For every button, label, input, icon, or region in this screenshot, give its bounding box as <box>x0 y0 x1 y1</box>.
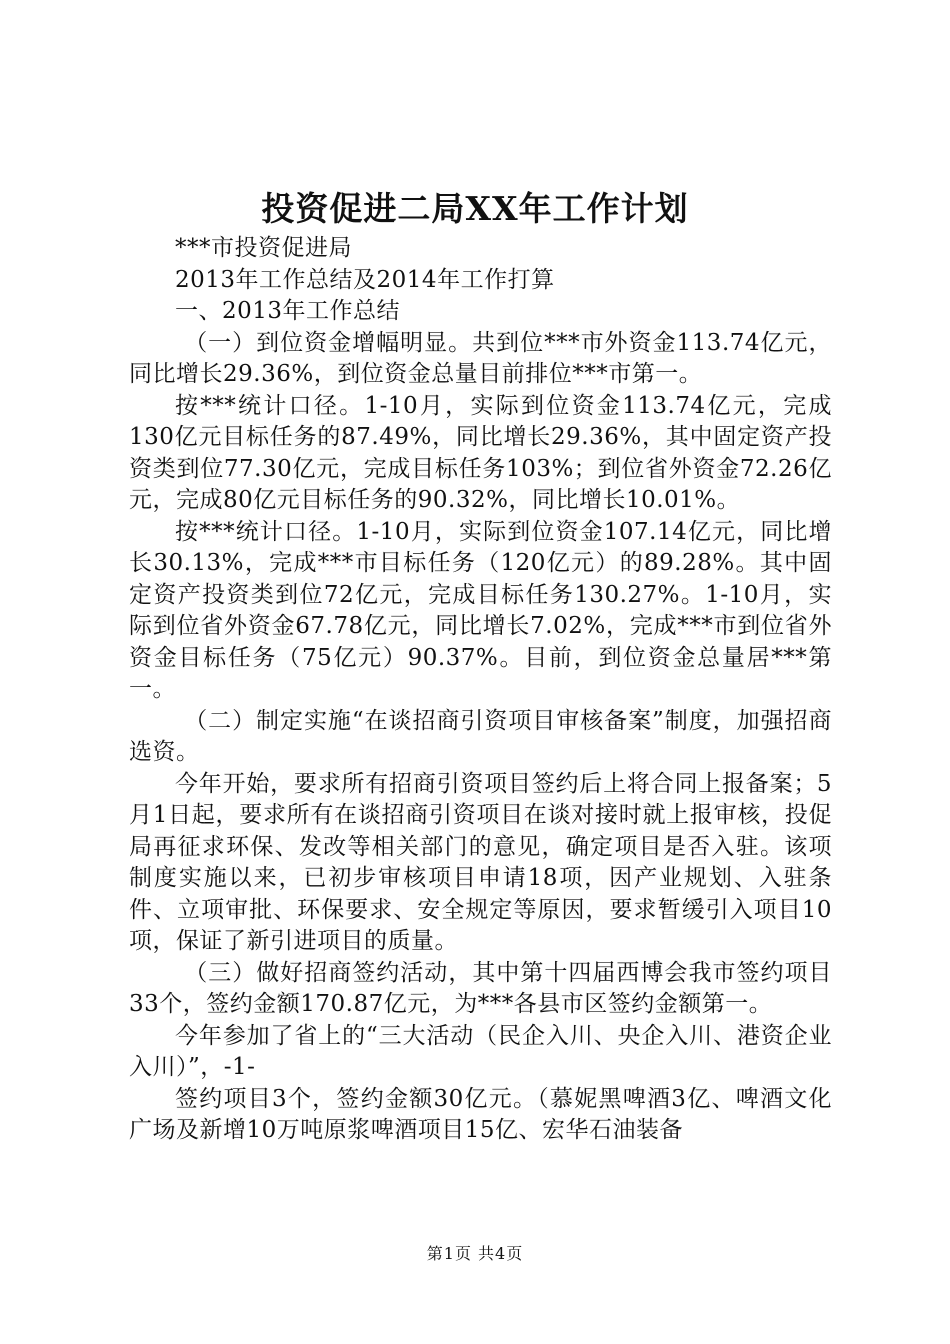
paragraph-activities: 今年参加了省上的“三大活动（民企入川、央企入川、港资企业入川）”，-1- <box>129 1022 832 1080</box>
paragraph-signed-projects: 签约项目3个，签约金额30亿元。（慕妮黑啤酒3亿、啤酒文化广场及新增10万吨原浆啤酒项目15亿、宏华石油装备 <box>129 1085 832 1143</box>
page-footer: 第1页 共4页 <box>426 1244 524 1263</box>
paragraph-subtitle: 2013年工作总结及2014年工作打算 <box>175 266 555 293</box>
paragraph-item-3: （三）做好招商签约活动，其中第十四届西博会我市签约项目33个，签约金额170.87亿元，为***各县市区签约金额第一。 <box>129 959 832 1017</box>
paragraph-review-system: 今年开始，要求所有招商引资项目签约后上将合同上报备案；5月1日起，要求所有在谈招商引资项目在谈对接时就上报审核，投促局再征求环保、发改等相关部门的意见，确定项目是否入驻。该项制度实施以来，已初步审核项目申请18项，因产业规划、入驻条件、立项审批、环保要求、安全规定等原因，要求暂缓引入项目10项，保证了新引进项目的质量。 <box>129 770 832 954</box>
section-heading-summary: 一、2013年工作总结 <box>175 298 401 324</box>
paragraph-org: ***市投资促进局 <box>175 235 352 261</box>
document-title: 投资促进二局XX年工作计划 <box>261 189 689 228</box>
paragraph-item-1: （一）到位资金增幅明显。共到位***市外资金113.74亿元，同比增长29.36%，到位资金总量目前排位***市第一。 <box>129 329 832 387</box>
paragraph-item-2: （二）制定实施“在谈招商引资项目审核备案”制度，加强招商选资。 <box>129 707 832 765</box>
paragraph-stats-1: 按***统计口径。1-10月，实际到位资金113.74亿元，完成130亿元目标任务的87.49%，同比增长29.36%，其中固定资产投资类到位77.30亿元，完成目标任务103%；到位省外资金72.26亿元，完成80亿元目标任务的90.32%，同比增长10.01%。 <box>129 392 832 513</box>
paragraph-stats-2: 按***统计口径。1-10月，实际到位资金107.14亿元，同比增长30.13%，完成***市目标任务（120亿元）的89.28%。其中固定资产投资类到位72亿元，完成目标任务130.27%。1-10月，实际到位省外资金67.78亿元，同比增长7.02%，完成***市到位省外资金目标任务（75亿元）90.37%。目前，到位资金总量居***第一。 <box>129 518 832 702</box>
document-body <box>129 233 832 1147</box>
